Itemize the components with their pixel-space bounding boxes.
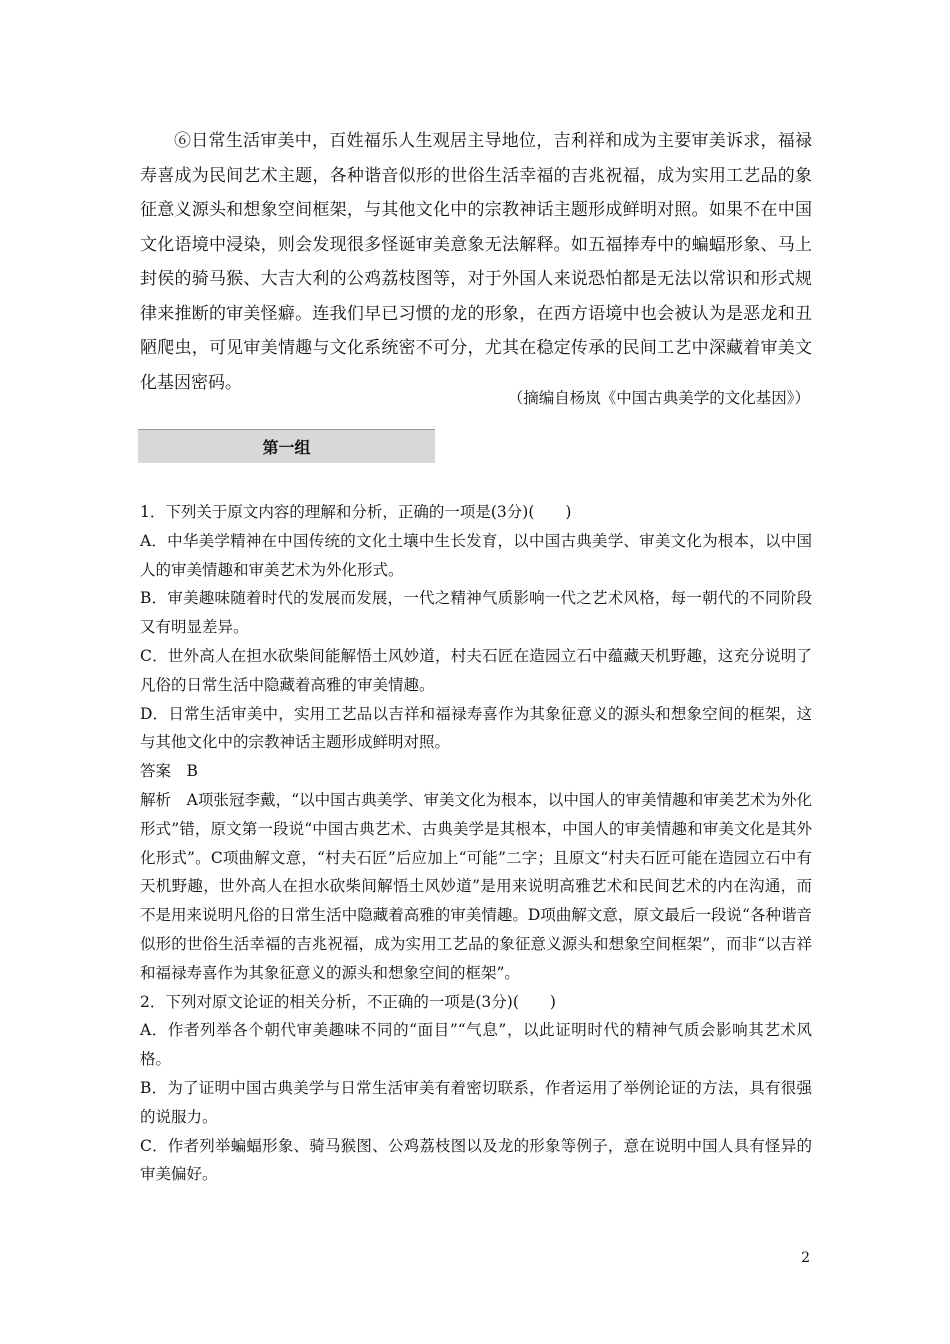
question-2-option-c: C．作者列举蝙蝠形象、骑马猴图、公鸡荔枝图以及龙的形象等例子，意在说明中国人具有怪异的审美偏好。 bbox=[140, 1136, 812, 1184]
question-1-analysis: 解析 A项张冠李戴，“以中国古典美学、审美文化为根本，以中国人的审美情趣和审美艺术为外化形式”错，原文第一段说“中国古典艺术、古典美学是其根本，中国人的审美情趣和审美文化是其外化形式”。C项曲解文意，“村夫石匠”后应加上“可能”二字；且原文“村夫石匠可能在造园立石中有天机野趣，世外高人在担水砍柴间解悟土风妙道”是用来说明高雅艺术和民间艺术的内在沟通，而不是用来说明凡俗的日常生活中隐藏着高雅的审美情趣。D项曲解文意，原文最后一段说“各种谐音似形的世俗生活幸福的吉兆祝福，成为实用工艺品的象征意义源头和想象空间框架”，而非“以吉祥和福禄寿喜作为其象征意义的源头和想象空间的框架”。 bbox=[140, 790, 812, 982]
question-2-option-a: A．作者列举各个朝代审美趣味不同的“面目”“气息”，以此证明时代的精神气质会影响其艺术风格。 bbox=[140, 1021, 812, 1069]
source-citation: （摘编自杨岚《中国古典美学的文化基因》） bbox=[507, 389, 810, 407]
question-1-stem: 1．下列关于原文内容的理解和分析，正确的一项是(3分)( ) bbox=[140, 503, 572, 521]
group-header bbox=[138, 429, 435, 463]
question-2-option-b: B．为了证明中国古典美学与日常生活审美有着密切联系，作者运用了举例论证的方法，具有很强的说服力。 bbox=[140, 1078, 812, 1126]
question-1-option-c: C．世外高人在担水砍柴间能解悟土风妙道，村夫石匠在造园立石中蕴藏天机野趣，这充分说明了凡俗的日常生活中隐藏着高雅的审美情趣。 bbox=[140, 646, 812, 694]
question-1-option-b: B．审美趣味随着时代的发展而发展，一代之精神气质影响一代之艺术风格，每一朝代的不同阶段又有明显差异。 bbox=[140, 589, 812, 637]
questions bbox=[140, 498, 812, 1189]
page-number: 2 bbox=[801, 1250, 810, 1266]
passage-paragraph-6: ⑥日常生活审美中，百姓福乐人生观居主导地位，吉利祥和成为主要审美诉求，福禄寿喜成为民间艺术主题，各种谐音似形的世俗生活幸福的吉兆祝福，成为实用工艺品的象征意义源头和想象空间框架，与其他文化中的宗教神话主题形成鲜明对照。如果不在中国文化语境中浸染，则会发现很多怪诞审美意象无法解释。如五福捧寿中的蝙蝠形象、马上封侯的骑马猴、大吉大利的公鸡荔枝图等，对于外国人来说恐怕都是无法以常识和形式规律来推断的审美怪癖。连我们早已习惯的龙的形象，在西方语境中也会被认为是恶龙和丑陋爬虫，可见审美情趣与文化系统密不可分，尤其在稳定传承的民间工艺中深藏着审美文化基因密码。 bbox=[140, 131, 812, 393]
question-1-option-a: A．中华美学精神在中国传统的文化土壤中生长发育，以中国古典美学、审美文化为根本，以中国人的审美情趣和审美艺术为外化形式。 bbox=[140, 531, 812, 579]
question-2-stem: 2．下列对原文论证的相关分析，不正确的一项是(3分)( ) bbox=[140, 992, 556, 1011]
question-1-option-d: D．日常生活审美中，实用工艺品以吉祥和福禄寿喜作为其象征意义的源头和想象空间的框架，这与其他文化中的宗教神话主题形成鲜明对照。 bbox=[140, 704, 812, 752]
group-title: 第一组 bbox=[262, 438, 311, 457]
question-1-answer: 答案 B bbox=[140, 762, 198, 781]
